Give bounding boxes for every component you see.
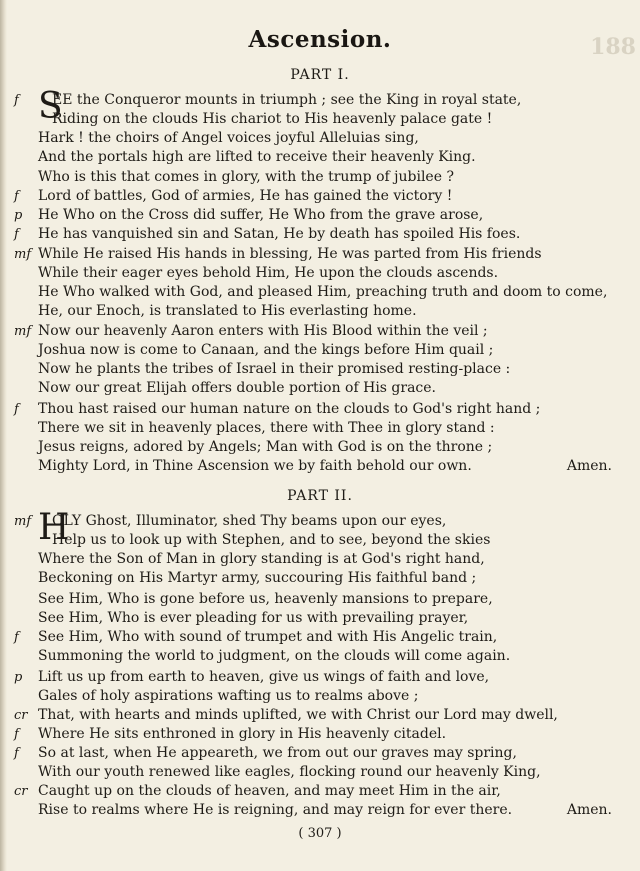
verse-text: Thou hast raised our human nature on the clouds to God's right hand ; — [38, 401, 541, 417]
verse-text: See Him, Who is ever pleading for us with prevailing prayer, — [38, 610, 469, 626]
verse-text: With our youth renewed like eagles, flocking round our heavenly King, — [38, 764, 541, 780]
verse-text: Who is this that comes in glory, with the trump of jubilee ? — [38, 169, 454, 185]
stanza — [0, 322, 640, 398]
verse-text: Riding on the clouds His chariot to His heavenly palace gate ! — [52, 111, 493, 127]
verse-text: OLY Ghost, Illuminator, shed Thy beams upon our eyes, — [52, 513, 447, 529]
verse-line — [0, 744, 640, 763]
verse-text: So at last, when He appeareth, we from out our graves may spring, — [38, 745, 517, 761]
dynamic-marking: cr — [14, 708, 28, 723]
page-number: ( 307 ) — [298, 826, 342, 841]
dynamic-marking: p — [14, 670, 23, 685]
verse-text: Help us to look up with Stephen, and to see, beyond the skies — [52, 532, 491, 548]
drop-cap: S — [38, 86, 63, 127]
verse-text: He Who on the Cross did suffer, He Who from the grave arose, — [38, 207, 484, 223]
verse-line — [0, 302, 640, 321]
stanza — [0, 86, 640, 167]
verse-text: He, our Enoch, is translated to His everlasting home. — [38, 303, 417, 319]
verse-text: Where the Son of Man in glory standing is at God's right hand, — [38, 551, 485, 567]
verse-line — [0, 550, 640, 569]
verse-text: He has vanquished sin and Satan, He by death has spoiled His foes. — [38, 226, 521, 242]
verse-line — [0, 609, 640, 628]
verse-line — [0, 531, 640, 550]
verse-text: Lord of battles, God of armies, He has gained the victory ! — [38, 188, 453, 204]
stanza — [0, 507, 640, 588]
dynamic-marking: f — [14, 189, 19, 204]
verse-line — [0, 457, 640, 476]
verse-line — [0, 264, 640, 283]
verse-text: Caught up on the clouds of heaven, and may meet Him in the air, — [38, 783, 501, 799]
verse-line — [0, 400, 640, 419]
verse-text: Where He sits enthroned in glory in His heavenly citadel. — [38, 726, 447, 742]
part-1-heading: PART I. — [290, 67, 350, 83]
verse-line — [0, 225, 640, 244]
verse-line — [0, 590, 640, 609]
verse-text: Now our great Elijah offers double portion of His grace. — [38, 380, 437, 396]
verse-text: He Who walked with God, and pleased Him, preaching truth and doom to come, — [38, 284, 608, 300]
verse-text: Mighty Lord, in Thine Ascension we by faith behold our own. — [38, 458, 472, 474]
verse-line — [0, 148, 640, 167]
dynamic-marking: f — [14, 227, 19, 242]
verse-line — [0, 687, 640, 706]
verse-line — [0, 187, 640, 206]
dynamic-marking: f — [14, 630, 19, 645]
verse-line — [0, 569, 640, 588]
verse-text: Now our heavenly Aaron enters with His Blood within the veil ; — [38, 323, 488, 339]
dynamic-marking: f — [14, 93, 19, 108]
verse-text: Lift us up from earth to heaven, give us wings of faith and love, — [38, 669, 490, 685]
stanza — [0, 168, 640, 244]
dynamic-marking: cr — [14, 784, 28, 799]
verse-text: Jesus reigns, adored by Angels; Man with God is on the throne ; — [38, 439, 493, 455]
verse-line — [0, 379, 640, 398]
stanza — [0, 245, 640, 321]
stanza — [0, 400, 640, 476]
verse-text: Gales of holy aspirations wafting us to realms above ; — [38, 688, 419, 704]
verse-text: There we sit in heavenly places, there with Thee in glory stand : — [38, 420, 495, 436]
verse-line — [0, 628, 640, 647]
stanza — [0, 668, 640, 744]
verse-text: EE the Conqueror mounts in triumph ; see the King in royal state, — [52, 92, 522, 108]
verse-line — [0, 206, 640, 225]
verse-text: Rise to realms where He is reigning, and may reign for ever there. — [38, 802, 513, 818]
verse-line — [0, 341, 640, 360]
stanza — [0, 590, 640, 666]
verse-line — [0, 245, 640, 264]
dynamic-marking: f — [14, 727, 19, 742]
dynamic-marking: mf — [14, 324, 32, 339]
amen: Amen. — [566, 458, 612, 474]
page-title: Ascension. — [248, 26, 392, 53]
dynamic-marking: f — [14, 746, 19, 761]
part-2-heading: PART II. — [287, 488, 353, 504]
drop-cap: H — [38, 507, 70, 548]
verse-line — [0, 782, 640, 801]
dynamic-marking: mf — [14, 514, 32, 529]
verse-line — [0, 801, 640, 820]
verse-line — [0, 419, 640, 438]
verse-text: Joshua now is come to Canaan, and the kings before Him quail ; — [38, 342, 494, 358]
verse-line — [0, 763, 640, 782]
dynamic-marking: f — [14, 402, 19, 417]
verse-text: Summoning the world to judgment, on the clouds will come again. — [38, 648, 511, 664]
dynamic-marking: p — [14, 208, 23, 223]
verse-text: Now he plants the tribes of Israel in their promised resting-place : — [38, 361, 511, 377]
dynamic-marking: mf — [14, 247, 32, 262]
verse-text: Beckoning on His Martyr army, succouring His faithful band ; — [38, 570, 477, 586]
verse-line — [0, 129, 640, 148]
verse-line — [0, 168, 640, 187]
verse-line — [0, 647, 640, 666]
verse-text: See Him, Who is gone before us, heavenly mansions to prepare, — [38, 591, 493, 607]
verse-line — [0, 283, 640, 302]
verse-line — [0, 668, 640, 687]
verse-text: While He raised His hands in blessing, He was parted from His friends — [38, 246, 542, 262]
verse-line — [0, 110, 640, 129]
verse-text: Hark ! the choirs of Angel voices joyful Alleluias sing, — [38, 130, 419, 146]
verse-line — [0, 438, 640, 457]
stanza — [0, 744, 640, 820]
corner-mark: 188 — [590, 34, 636, 60]
verse-text: And the portals high are lifted to receive their heavenly King. — [38, 149, 476, 165]
verse-text: That, with hearts and minds uplifted, we with Christ our Lord may dwell, — [38, 707, 558, 723]
verse-line — [0, 322, 640, 341]
verse-text: While their eager eyes behold Him, He upon the clouds ascends. — [38, 265, 499, 281]
verse-line — [0, 725, 640, 744]
verse-line — [0, 360, 640, 379]
verse-text: See Him, Who with sound of trumpet and with His Angelic train, — [38, 629, 498, 645]
amen: Amen. — [566, 802, 612, 818]
verse-line — [0, 706, 640, 725]
